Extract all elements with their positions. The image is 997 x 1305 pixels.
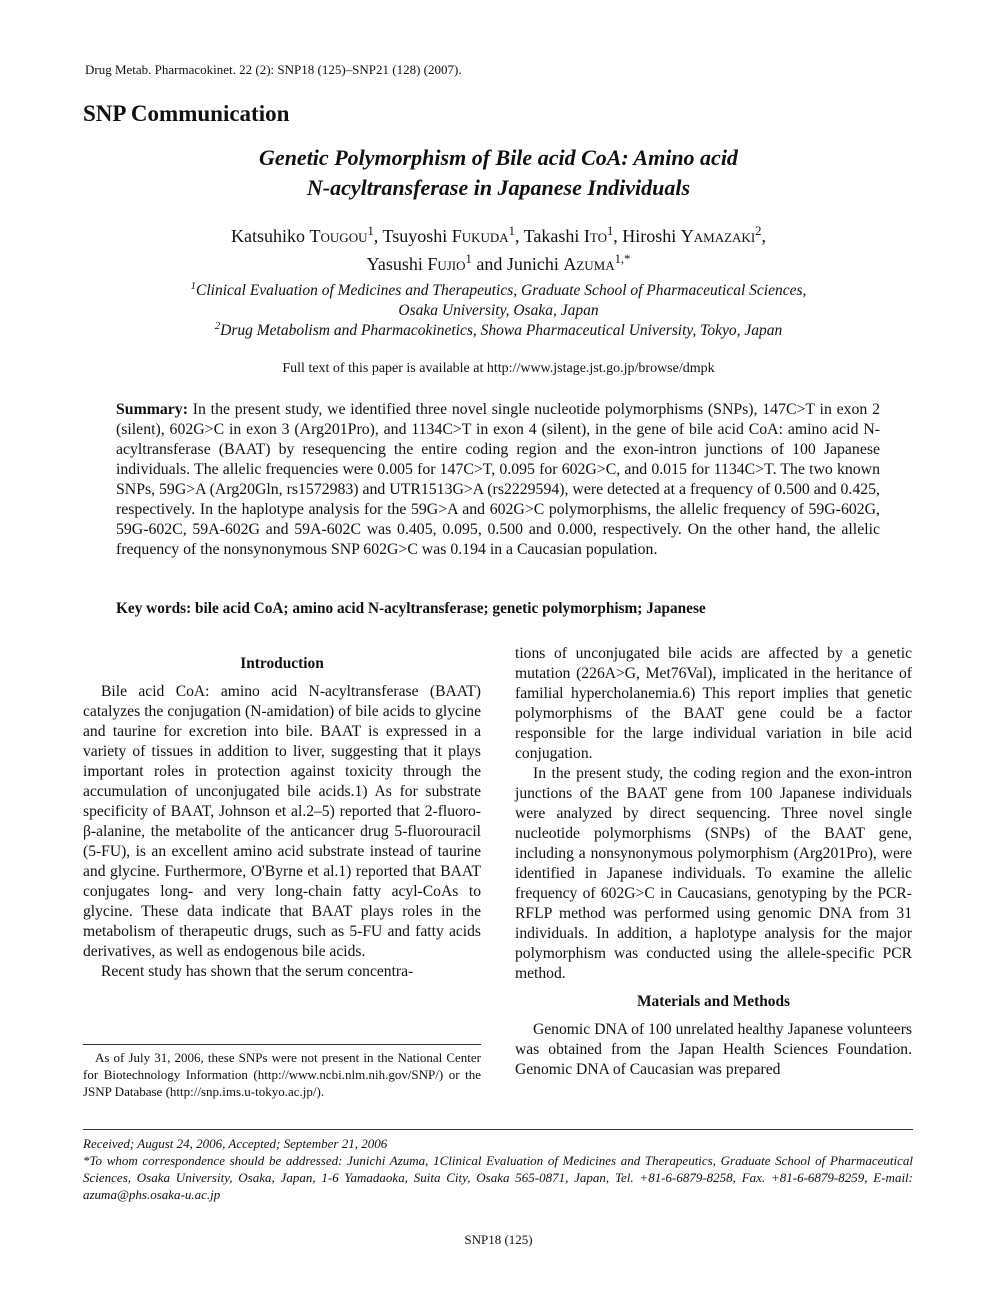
full-text-link[interactable]: Full text of this paper is available at http://www.jstage.jst.go.jp/browse/dmpk	[282, 361, 715, 376]
database-footnote	[83, 1049, 481, 1100]
footnote-divider	[83, 1044, 481, 1045]
author-line-1: Katsuhiko Tougou$^1$, Tsuyoshi Fukuda$^1$, Takashi Ito$^1$, Hiroshi Yamazaki$^2$,	[231, 224, 766, 246]
author-first-name: Hiroshi	[622, 226, 677, 246]
author-affiliation-mark: 1	[465, 252, 472, 266]
author-last-name: Fujio	[427, 254, 466, 274]
affiliation-mark: 2	[214, 319, 221, 332]
author-last-name: Azuma	[563, 254, 615, 274]
summary-text: In the present study, we identified three novel single nucleotide polymorphisms (SNPs), 147C>T in exon 2 (silent), 602G>C in exon 3 (Arg201Pro), and 1134C>T in exon 4 (silent), in the gene of bile acid CoA: amino acid N-acyltransferase (BAAT) by resequencing the entire coding region and the exon-intron junctions of 100 Japanese individuals. The allelic frequencies were 0.005 for 147C>T, 0.095 for 602G>C, and 0.015 for 1134C>T. The two known SNPs, 59G>A (Arg20Gln, rs1572983) and UTR1513G>A (rs2229594), were detected at a frequency of 0.500 and 0.425, respectively. In the haplotype analysis for the 59G>A and 602G>C polymorphisms, the allelic frequency of 59G-602G, 59G-602C, 59A-602G and 59A-602C was 0.405, 0.095, 0.500 and 0.000, respectively. On the other hand, the allelic frequency of the nonsynonymous SNP 602G>C was 0.194 in a Caucasian population.	[116, 401, 880, 558]
author-affiliation-mark: 2	[755, 224, 762, 238]
affiliation-1-line-1: Clinical Evaluation of Medicines and Therapeutics, Graduate School of Pharmaceutical Sciences,	[196, 282, 807, 299]
paper-title	[0, 143, 997, 203]
right-column	[515, 644, 912, 1080]
author-affiliation-mark: 1,*	[614, 252, 631, 266]
author-first-name: Takashi	[523, 226, 580, 246]
author-affiliation-mark: 1	[508, 224, 515, 238]
introduction-paragraph-2-start: Recent study has shown that the serum concentra-	[101, 963, 414, 980]
introduction-paragraph-2-continued: tions of unconjugated bile acids are affected by a genetic mutation (226A>G, Met76Val), implicated in the heritance of familial hypercholanemia.6) This report implies that genetic polymorphisms of the BAAT gene could be a factor responsible for the large individual variation in bile acid conjugation.	[515, 645, 912, 762]
introduction-paragraph-1: Bile acid CoA: amino acid N-acyltransferase (BAAT) catalyzes the conjugation (N-amidation) of bile acids to glycine and taurine for excretion into bile. BAAT is expressed in a variety of tissues in addition to liver, suggesting that it plays important roles in protection against toxicity through the accumulation of unconjugated bile acids.1) As for substrate specificity of BAAT, Johnson et al.2–5) reported that 2-fluoro-β-alanine, the metabolite of the anticancer drug 5-fluorouracil (5-FU), is an excellent amino acid substrate instead of taurine and glycine. Furthermore, O'Byrne et al.1) reported that BAAT conjugates long- and very long-chain fatty acyl-CoAs to glycine. These data indicate that BAAT plays roles in the metabolism of therapeutic drugs, such as 5-FU and fatty acids derivatives, as well as endogenous bile acids.	[83, 683, 481, 960]
author-first-name: Yasushi	[366, 254, 423, 274]
footnote-text: As of July 31, 2006, these SNPs were not present in the National Center for Biotechnology Information (http://www.ncbi.nlm.nih.gov/SNP/) or the JSNP Database (http://snp.ims.u-tokyo.ac.jp/).	[83, 1050, 481, 1099]
section-type-heading: SNP Communication	[83, 101, 290, 126]
summary-block	[116, 400, 880, 560]
author-first-name: Junichi	[506, 254, 559, 274]
page-footer-divider	[83, 1129, 913, 1130]
author-line-2: Yasushi Fujio$^1$ and Junichi Azuma$^{1,*}$	[366, 252, 631, 274]
page-number: SNP18 (125)	[464, 1232, 533, 1247]
introduction-paragraph-3: In the present study, the coding region and the exon-intron junctions of the BAAT gene from 100 Japanese individuals were analyzed by direct sequencing. Three novel single nucleotide polymorphisms (SNPs) of the BAAT gene, including a nonsynonymous polymorphism (Arg201Pro), were identified in Japanese individuals. To examine the allelic frequency of 602G>C in Caucasians, genotyping by the PCR-RFLP method was performed using genomic DNA from 31 individuals. In addition, a haplotype analysis for the major polymorphism was conducted using the allele-specific PCR method.	[515, 765, 912, 982]
affiliation-2-text: Drug Metabolism and Pharmacokinetics, Showa Pharmaceutical University, Tokyo, Japan	[220, 322, 783, 339]
author-last-name: Fukuda	[451, 226, 509, 246]
received-dates: Received; August 24, 2006, Accepted; September 21, 2006	[83, 1136, 388, 1151]
summary-label: Summary:	[116, 401, 188, 418]
keywords: Key words: bile acid CoA; amino acid N-acyltransferase; genetic polymorphism; Japanese	[116, 600, 706, 617]
affiliation-1-line-2: Osaka University, Osaka, Japan	[398, 302, 599, 319]
author-affiliation-mark: 1	[367, 224, 374, 238]
correspondence-note: *To whom correspondence should be addressed: Junichi Azuma, 1Clinical Evaluation of Medicines and Therapeutics, Graduate School of Pharmaceutical Sciences, Osaka University, Osaka, Japan, 1-6 Yamadaoka, Suita City, Osaka 565-0871, Japan, Tel. +81-6-6879-8258, Fax. +81-6-6879-8259, E-mail: azuma@phs.osaka-u.ac.jp	[83, 1153, 913, 1202]
title-line-1: Genetic Polymorphism of Bile acid CoA: Amino acid	[259, 145, 738, 170]
author-first-name: Tsuyoshi	[382, 226, 448, 246]
left-column	[83, 654, 481, 982]
title-line-2: N-acyltransferase in Japanese Individuals	[306, 175, 691, 200]
author-last-name: Tougou	[309, 226, 368, 246]
affiliation-2	[0, 321, 997, 341]
author-affiliation-mark: 1	[606, 224, 614, 238]
methods-paragraph-1: Genomic DNA of 100 unrelated healthy Japanese volunteers was obtained from the Japan Health Sciences Foundation. Genomic DNA of Caucasian was prepared	[515, 1021, 912, 1078]
journal-citation: Drug Metab. Pharmacokinet. 22 (2): SNP18 (125)–SNP21 (128) (2007).	[85, 62, 462, 77]
author-last-name: Yamazaki	[680, 226, 756, 246]
introduction-heading: Introduction	[240, 655, 324, 672]
author-last-name: Ito	[583, 226, 607, 246]
author-first-name: Katsuhiko	[231, 226, 306, 246]
footer-notes	[83, 1135, 913, 1203]
methods-heading: Materials and Methods	[636, 993, 791, 1010]
affiliation-1	[0, 281, 997, 321]
author-list	[0, 222, 997, 278]
affiliation-mark: 1	[190, 279, 196, 292]
